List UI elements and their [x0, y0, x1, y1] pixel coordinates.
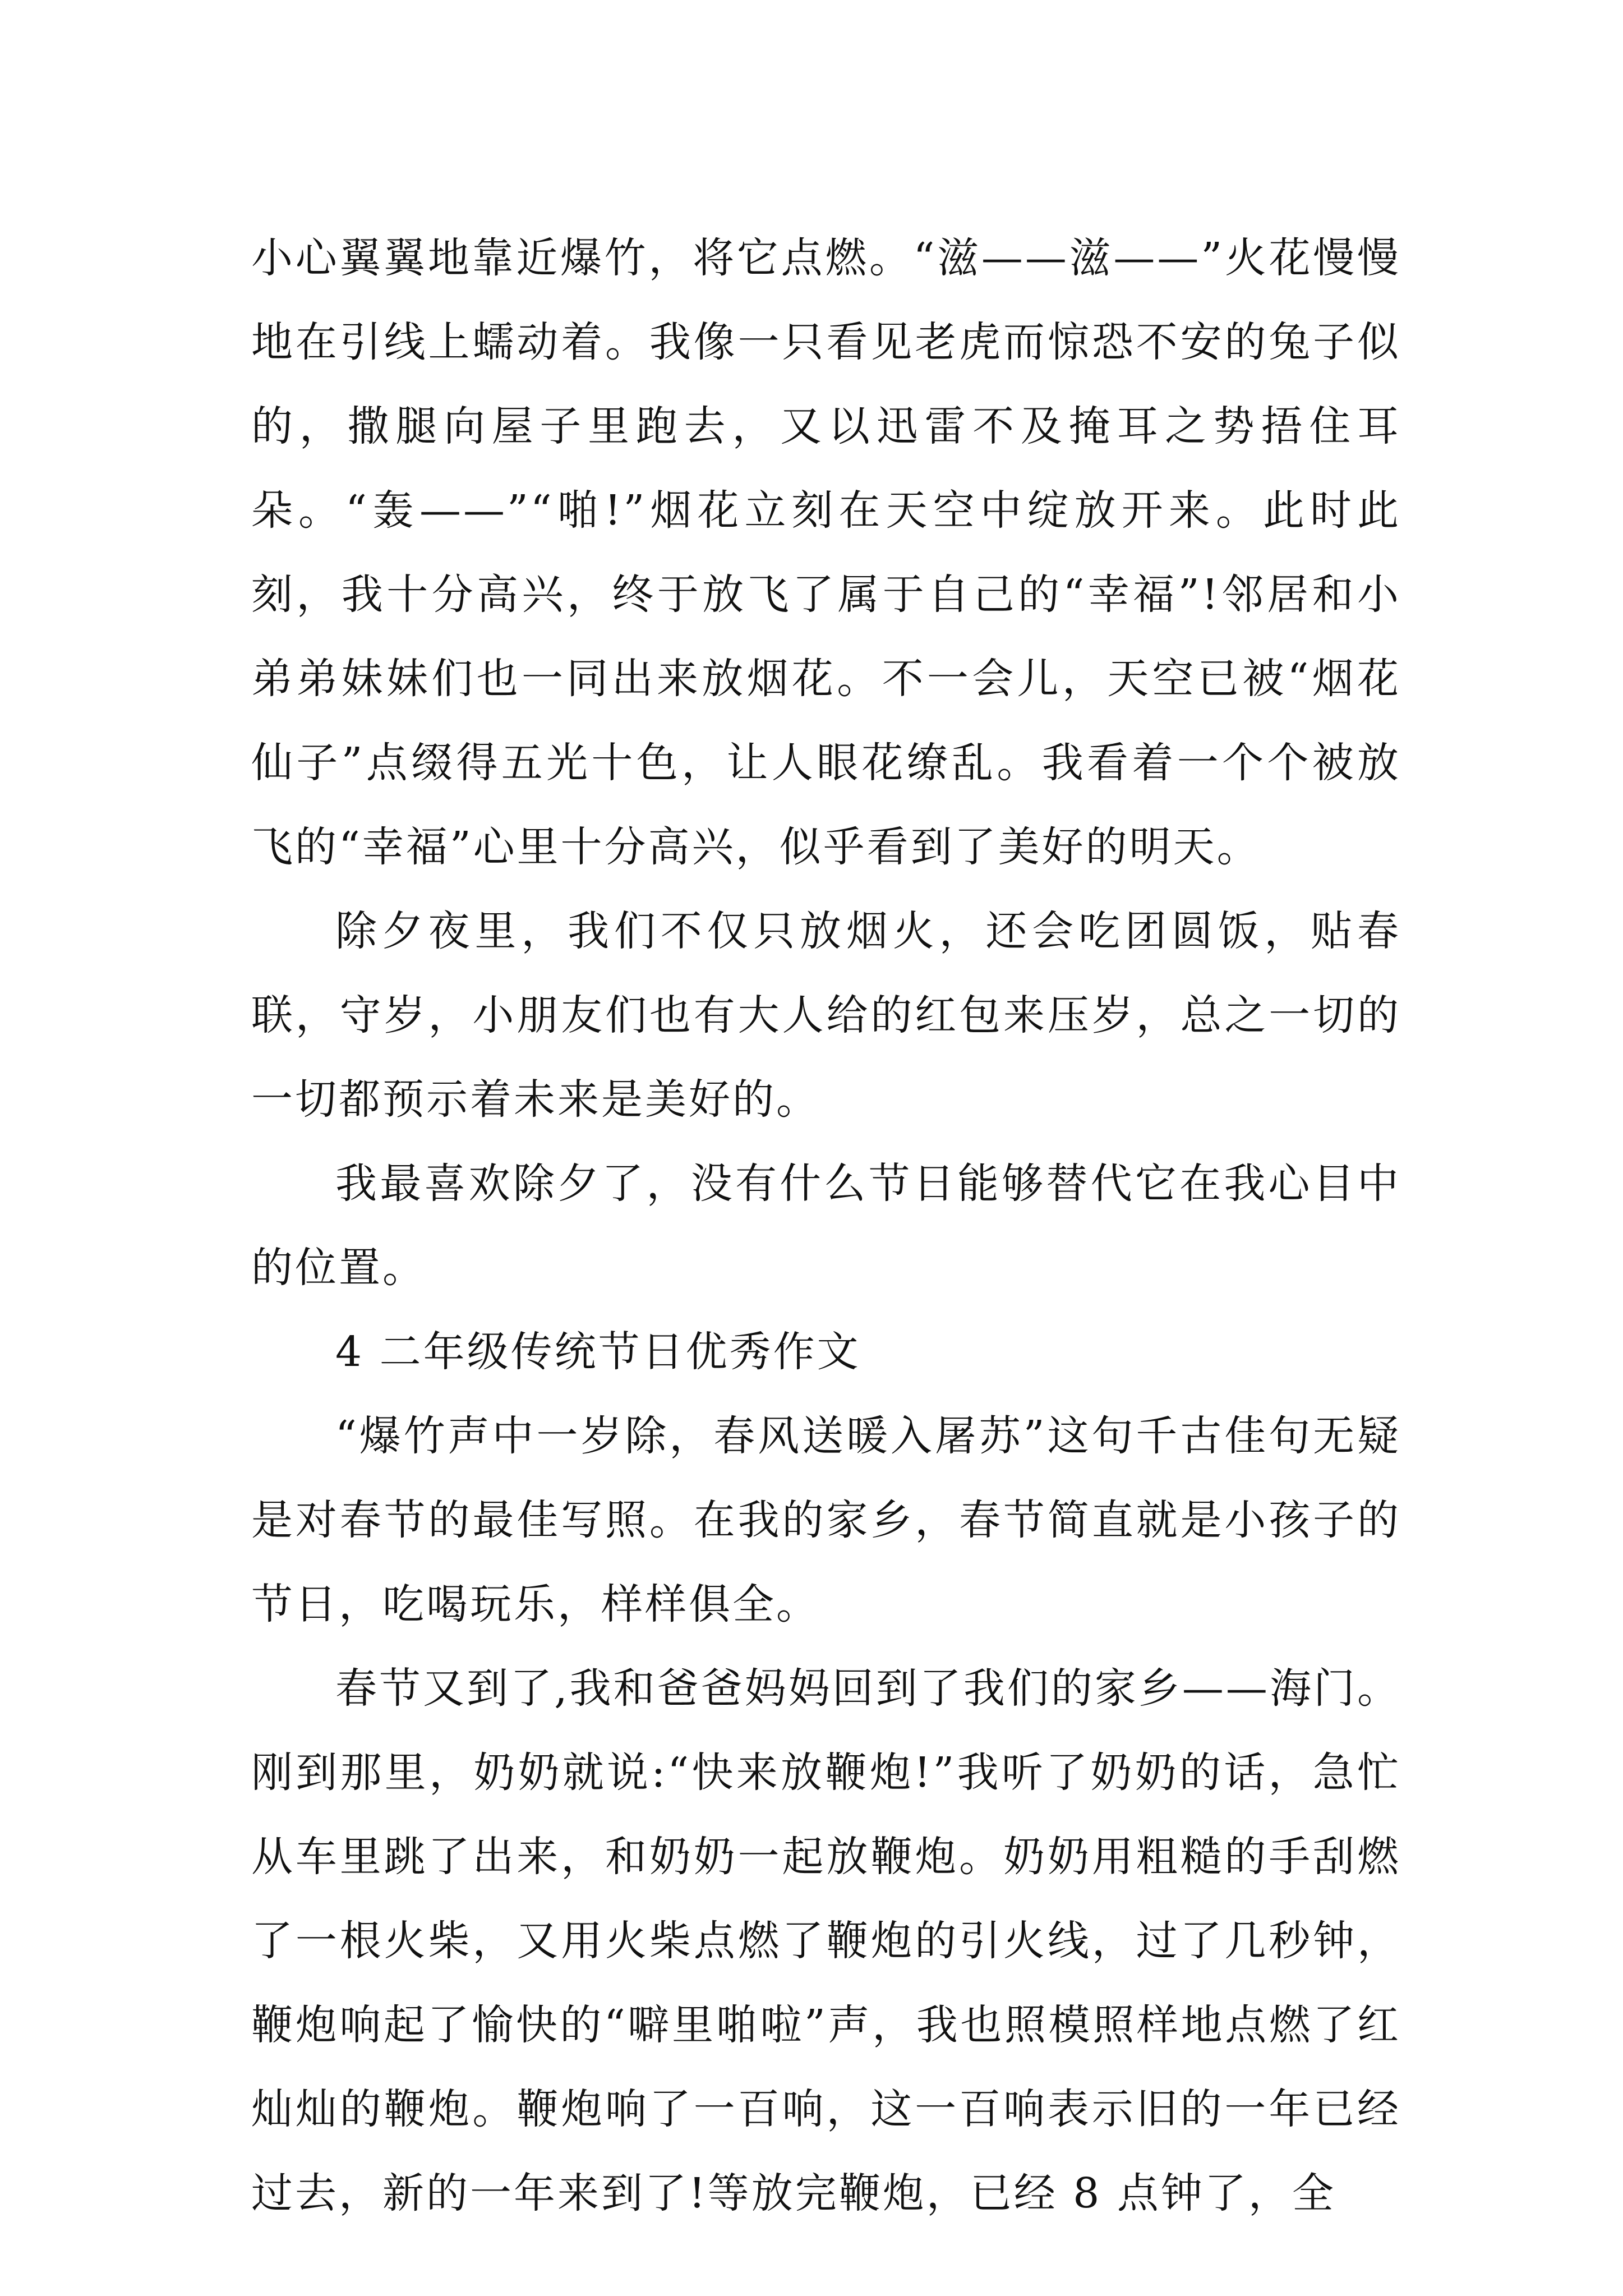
paragraph-fireworks-continued: 小心翼翼地靠近爆竹，将它点燃。“滋——滋——”火花慢慢地在引线上蠕动着。我像一只看见老虎而惊恐不安的兔子似的，撒腿向屋子里跑去，又以迅雷不及掩耳之势捂住耳朵。“轰——”“啪!”烟花立刻在天空中绽放开来。此时此刻，我十分高兴，终于放飞了属于自己的“幸福”!邻居和小弟弟妹妹们也一同出来放烟花。不一会儿，天空已被“烟花仙子”点缀得五光十色，让人眼花缭乱。我看着一个个被放飞的“幸福”心里十分高兴，似乎看到了美好的明天。 [251, 234, 1401, 871]
document-body [251, 216, 1401, 2235]
paragraph-new-year-eve: 除夕夜里，我们不仅只放烟火，还会吃团圆饭，贴春联，守岁，小朋友们也有大人给的红包来压岁，总之一切的一切都预示着未来是美好的。 [251, 907, 1401, 1124]
section-heading: 4 二年级传统节日优秀作文 [335, 1328, 861, 1376]
paragraph-spring-festival-intro: “爆竹声中一岁除，春风送暖入屠苏”这句千古佳句无疑是对春节的最佳写照。在我的家乡，春节简直就是小孩子的节日，吃喝玩乐，样样俱全。 [251, 1412, 1401, 1628]
paragraph-favorite-festival: 我最喜欢除夕了，没有什么节日能够替代它在我心目中的位置。 [251, 1159, 1401, 1292]
paragraph-firecrackers-hometown: 春节又到了,我和爸爸妈妈回到了我们的家乡——海门。刚到那里，奶奶就说:“快来放鞭炮!”我听了奶奶的话，急忙从车里跳了出来，和奶奶一起放鞭炮。奶奶用粗糙的手刮燃了一根火柴，又用火柴点燃了鞭炮的引火线，过了几秒钟，鞭炮响起了愉快的“噼里啪啦”声，我也照模照样地点燃了红灿灿的鞭炮。鞭炮响了一百响，这一百响表示旧的一年已经过去，新的一年来到了!等放完鞭炮，已经 8 点钟了，全 [251, 1664, 1401, 2217]
